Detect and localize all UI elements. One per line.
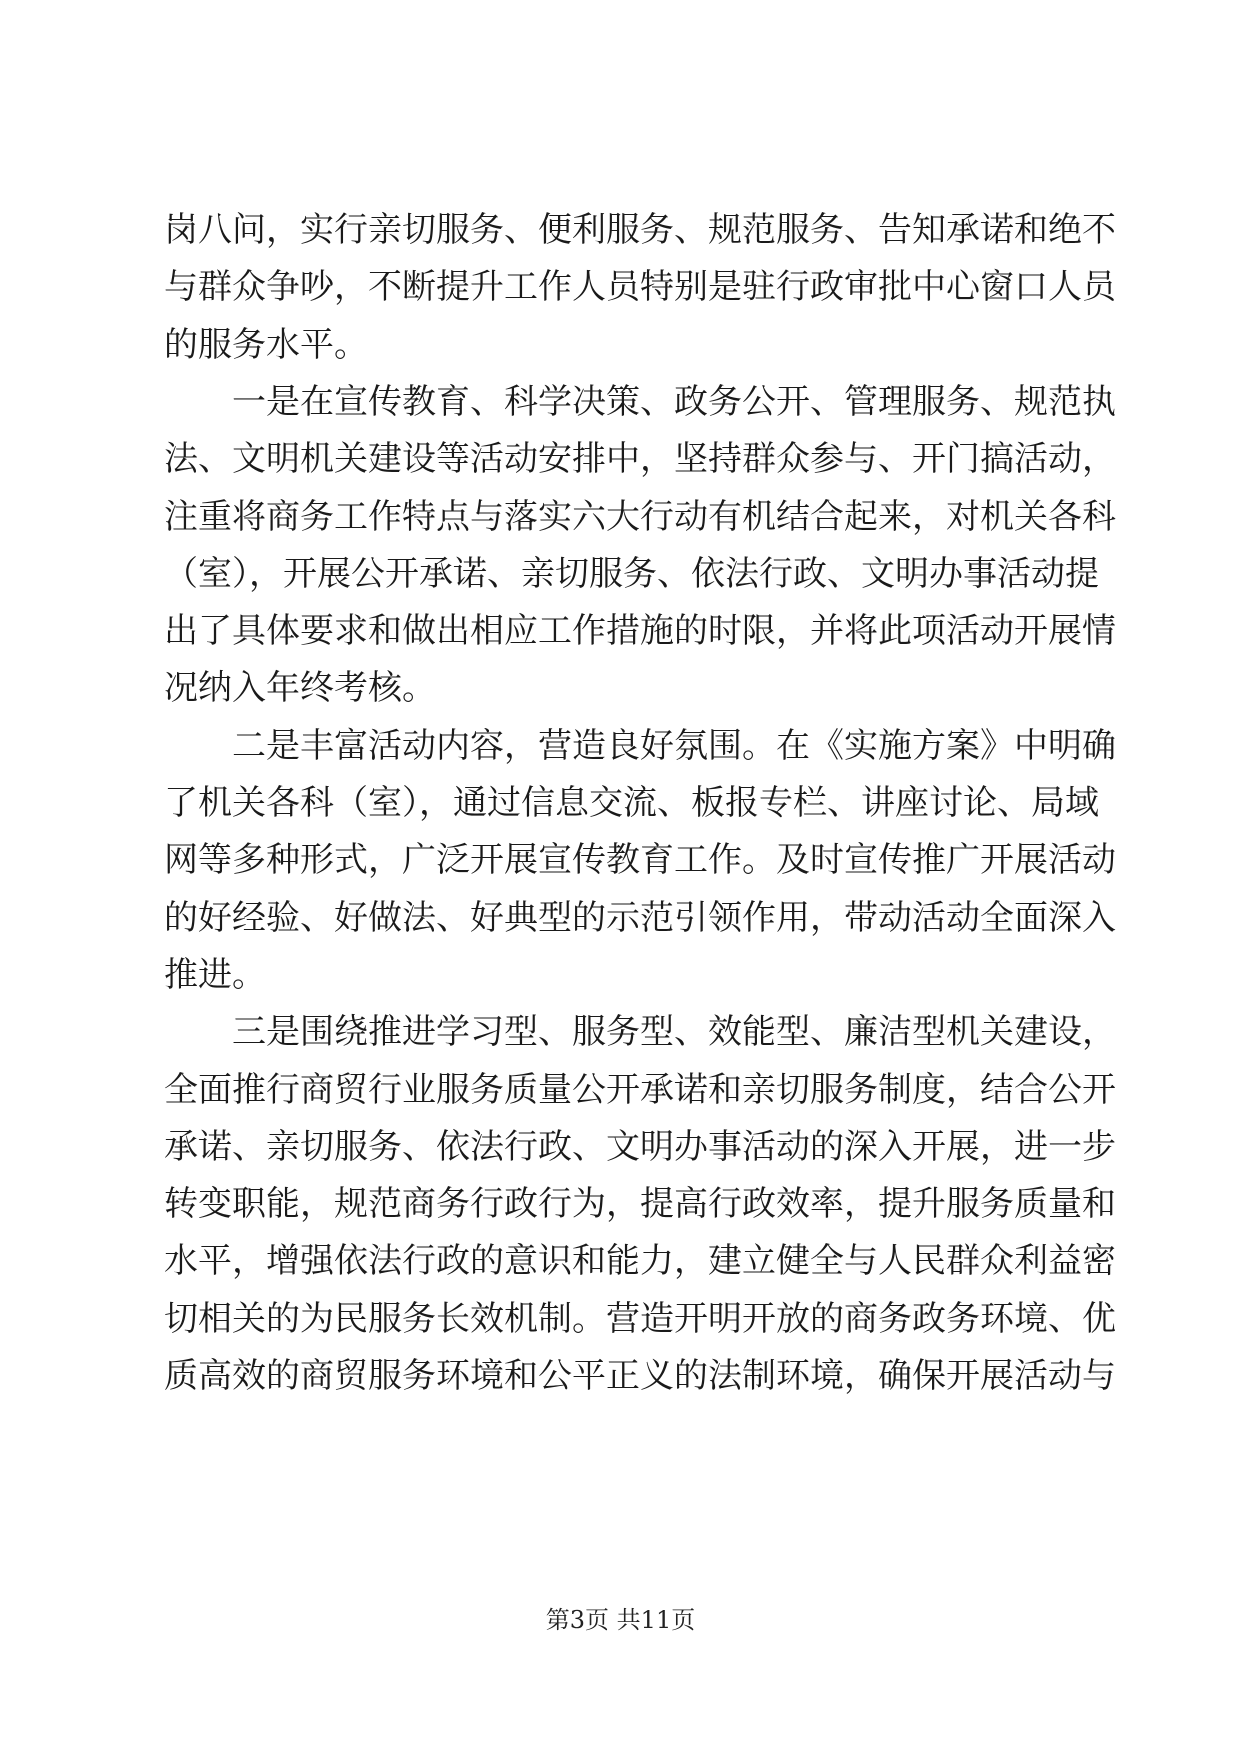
text-line: 全面推行商贸行业服务质量公开承诺和亲切服务制度，结合公开 bbox=[164, 1069, 1116, 1110]
text-line: 水平，增强依法行政的意识和能力，建立健全与人民群众利益密 bbox=[164, 1241, 1116, 1282]
text-line: 的好经验、好做法、好典型的示范引领作用，带动活动全面深入 bbox=[164, 897, 1116, 938]
text-line: 二是丰富活动内容，营造良好氛围。在《实施方案》中明确 bbox=[232, 725, 1116, 766]
text-line: 法、文明机关建设等活动安排中，坚持群众参与、开门搞活动， bbox=[164, 439, 1116, 480]
text-line: 了机关各科（室），通过信息交流、板报专栏、讲座讨论、局域 bbox=[164, 783, 1099, 823]
text-line: 与群众争吵，不断提升工作人员特别是驻行政审批中心窗口人员 bbox=[164, 267, 1116, 308]
document-body bbox=[164, 0, 1116, 1754]
text-line: 推进。 bbox=[164, 954, 266, 995]
text-line: （室），开展公开承诺、亲切服务、依法行政、文明办事活动提 bbox=[164, 553, 1099, 594]
text-line: 注重将商务工作特点与落实六大行动有机结合起来，对机关各科 bbox=[164, 496, 1116, 537]
text-line: 网等多种形式，广泛开展宣传教育工作。及时宣传推广开展活动 bbox=[164, 840, 1116, 881]
text-line: 岗八问，实行亲切服务、便利服务、规范服务、告知承诺和绝不 bbox=[164, 210, 1116, 250]
text-line: 的服务水平。 bbox=[164, 324, 368, 365]
text-line: 承诺、亲切服务、依法行政、文明办事活动的深入开展，进一步 bbox=[164, 1126, 1116, 1167]
text-line: 切相关的为民服务长效机制。营造开明开放的商务政务环境、优 bbox=[164, 1298, 1116, 1339]
text-line: 出了具体要求和做出相应工作措施的时限，并将此项活动开展情 bbox=[164, 611, 1116, 652]
text-line: 三是围绕推进学习型、服务型、效能型、廉洁型机关建设， bbox=[232, 1012, 1116, 1053]
text-line: 转变职能，规范商务行政行为，提高行政效率，提升服务质量和 bbox=[164, 1184, 1116, 1225]
text-line: 一是在宣传教育、科学决策、政务公开、管理服务、规范执 bbox=[232, 381, 1116, 422]
text-line: 质高效的商贸服务环境和公平正义的法制环境，确保开展活动与 bbox=[164, 1356, 1116, 1396]
page-footer: 第3页 共11页 bbox=[545, 1606, 696, 1634]
text-line: 况纳入年终考核。 bbox=[164, 668, 436, 709]
